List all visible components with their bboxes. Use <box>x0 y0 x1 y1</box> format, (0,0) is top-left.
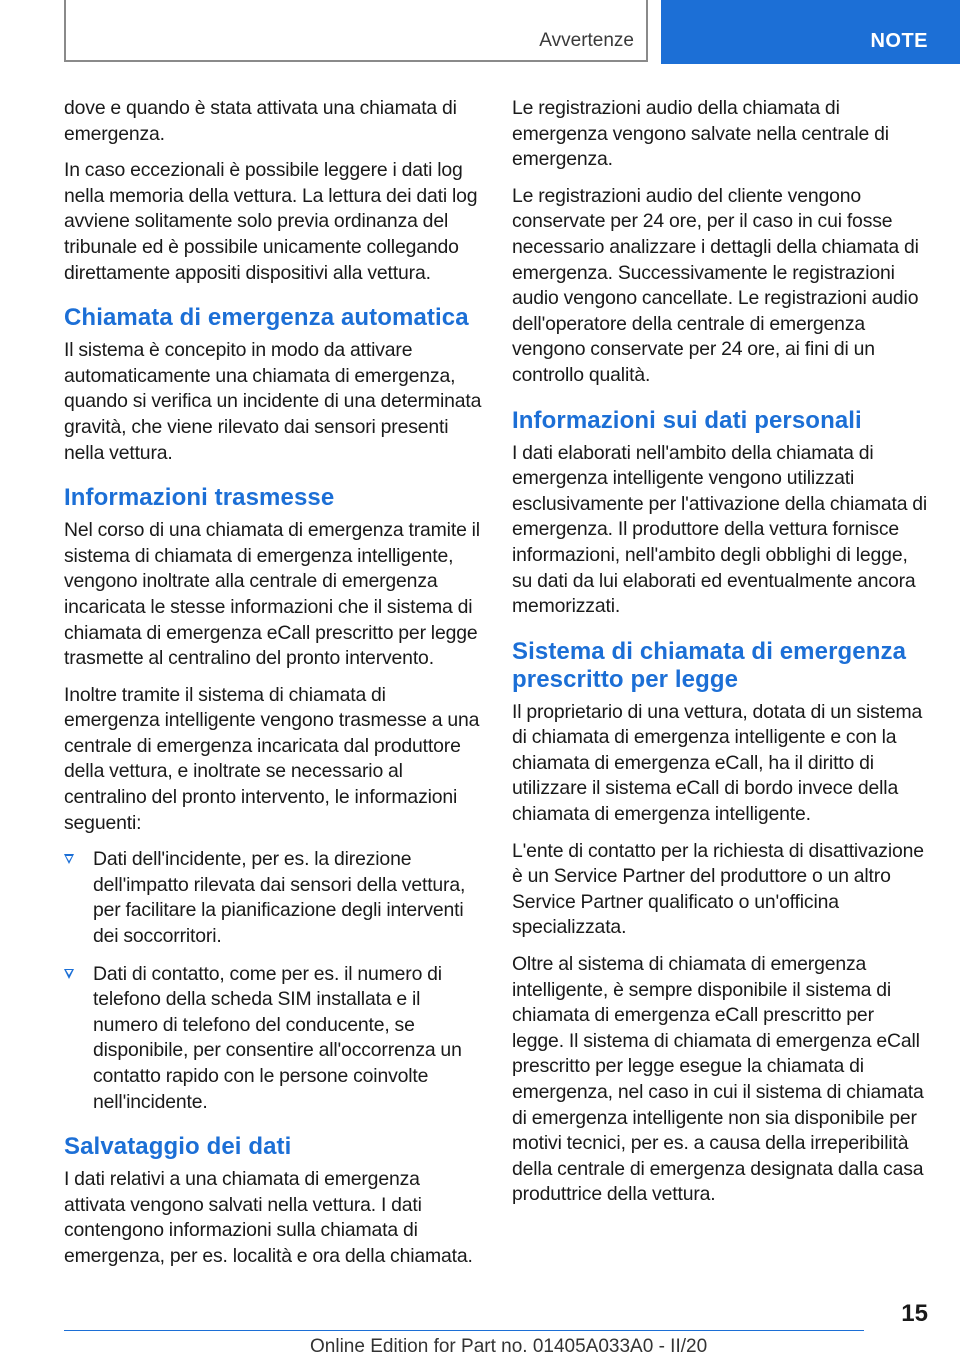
header-frame <box>64 0 648 62</box>
heading-legal-system: Sistema di chiamata di emergenza prescritto per legge <box>512 637 907 693</box>
paragraph: In caso eccezionali è possibile leggere i dati log nella memoria della vettura. La lettura dei dati log avviene solitamente solo previa ordinanza del tribunale ed è possibile unicamente collegando direttamente appositi dispositivi alla vettura. <box>64 159 478 284</box>
paragraph: L'ente di contatto per la richiesta di disattivazione è un Service Partner del produttore o un altro Service Partner qualificato o un'officina specializzata. <box>512 839 924 939</box>
tab-note-label: NOTE <box>870 30 928 52</box>
paragraph: Il sistema è concepito in modo da attivare automaticamente una chiamata di emergenza, quando si verifica un incidente di una determinata gravità, che viene rilevato dai sensori presenti nella vettura. <box>64 339 482 464</box>
list-item-text: Dati di contatto, come per es. il numero di telefono della scheda SIM installata e il numero di telefono del conducente, se disponibile, per consentire all'occorrenza un contatto rapido con le persone coinvolte nell'incidente. <box>93 962 462 1113</box>
triangle-bullet-icon <box>64 854 74 864</box>
left-column <box>64 96 482 1281</box>
list-item <box>64 962 482 1116</box>
heading-data-storage: Salvataggio dei dati <box>64 1133 292 1161</box>
page-number: 15 <box>901 1300 928 1327</box>
section-title: Avvertenze <box>539 30 634 51</box>
paragraph: Le registrazioni audio della chiamata di emergenza vengono salvate nella centrale di emergenza. <box>512 97 889 171</box>
paragraph: Nel corso di una chiamata di emergenza tramite il sistema di chiamata di emergenza intelligente, vengono inoltrate alla centrale di emergenza incaricata le stesse informazioni che il sistema di chiamata di emergenza eCall prescritto per legge trasmette al centralino del pronto intervento. <box>64 519 480 670</box>
paragraph: I dati elaborati nell'ambito della chiamata di emergenza intelligente vengono utilizzati esclusivamente per l'attivazione della chiamata di emergenza. Il produttore della vettura fornisce informazioni, nell'ambito degli obblighi di legge, su dati da lui elaborati ed eventualmente ancora memorizzati. <box>512 441 928 618</box>
paragraph: Le registrazioni audio del cliente vengono conservate per 24 ore, per il caso in cui fosse necessario analizzare i dettagli della chiamata di emergenza. Successivamente le registrazioni audio vengono cancellate. Le registrazioni audio dell'operatore della centrale di emergenza vengono conservate per 24 ore, ai fini di un controllo qualità. <box>512 184 919 386</box>
list-item <box>64 847 482 949</box>
heading-personal-data: Informazioni sui dati personali <box>512 406 862 434</box>
triangle-bullet-icon <box>64 969 74 979</box>
paragraph: Il proprietario di una vettura, dotata di un sistema di chiamata di emergenza intelligente e con la chiamata di emergenza eCall, ha il diritto di utilizzare il sistema eCall di bordo invece della chiamata di emergenza intelligente. <box>512 700 923 826</box>
paragraph: I dati relativi a una chiamata di emergenza attivata vengono salvati nella vettura. I dati contengono informazioni sulla chiamata di emergenza, per es. località e ora della chiamata. <box>64 1168 473 1267</box>
right-column <box>512 96 930 1219</box>
paragraph: Inoltre tramite il sistema di chiamata di emergenza intelligente vengono trasmesse a una centrale di emergenza incaricata dal produttore della vettura, e inoltrate se necessario al centralino del pronto intervento, le informazioni seguenti: <box>64 683 480 834</box>
list-item-text: Dati dell'incidente, per es. la direzione dell'impatto rilevata dai sensori della vettura, per facilitare la pianificazione degli interventi dei soccorritori. <box>93 848 466 948</box>
heading-transmitted-info: Informazioni trasmesse <box>64 484 335 512</box>
paragraph: Oltre al sistema di chiamata di emergenza intelligente, è sempre disponibile il sistema di chiamata di emergenza eCall prescritto per legge. Il sistema di chiamata di emergenza eCall prescritto per legge esegue la chiamata di emergenza, nel caso in cui il sistema di chiamata di emergenza intelligente non sia disponibile per motivi tecnici, per es. a causa della irreperibilità della centrale di emergenza designata dalla casa produttrice della vettura. <box>512 953 924 1206</box>
paragraph: dove e quando è stata attivata una chiamata di emergenza. <box>64 97 457 145</box>
info-list <box>64 847 482 1115</box>
footer-divider <box>64 1330 864 1331</box>
footer-edition: Online Edition for Part no. 01405A033A0 - II/20 <box>310 1336 708 1357</box>
tab-note[interactable] <box>661 0 960 64</box>
heading-automatic-call: Chiamata di emergenza automatica <box>64 304 469 332</box>
